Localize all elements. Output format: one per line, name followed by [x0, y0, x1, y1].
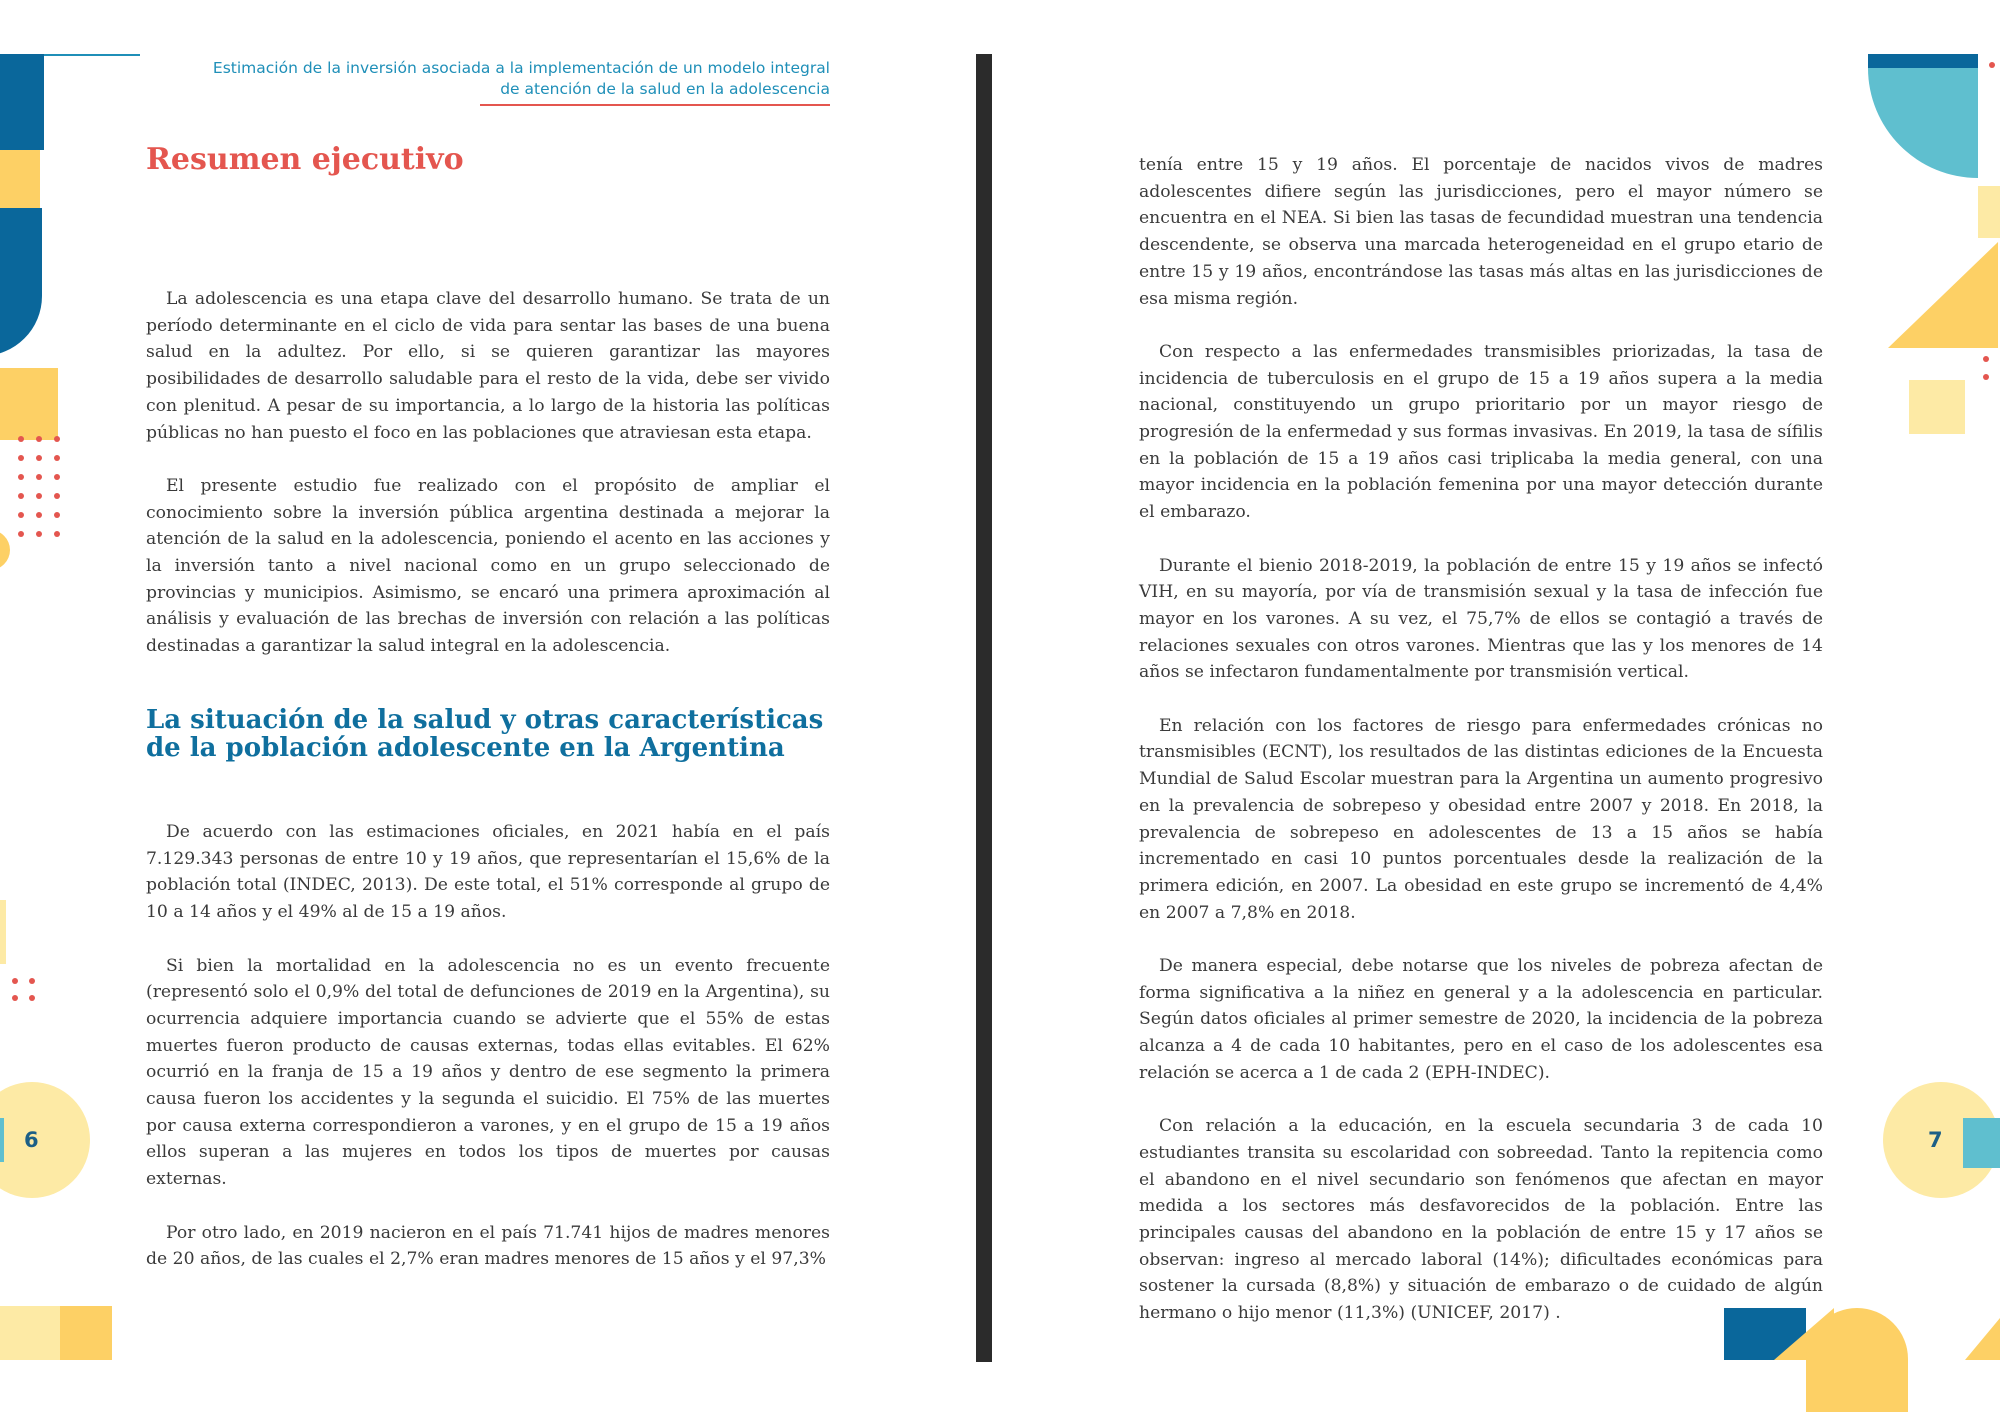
decor-pale-yellow-tab	[1978, 186, 2000, 238]
decor-yellow-block	[0, 150, 40, 208]
paragraph: Por otro lado, en 2019 nacieron en el país 71.741 hijos de madres menores de 20 años, de las cuales el 2,7% eran madres menores de 15 años y el 97,3%	[146, 1222, 830, 1270]
paragraph: De manera especial, debe notarse que los niveles de pobreza afectan de forma significativa a la niñez en general y a la adolescencia en particular. Según datos oficiales al primer semestre de 2020, la incidencia de la pobreza alcanza a 4 de cada 10 habitantes, pero en el caso de los adolescentes esa relación se acerca a 1 de cada 2 (EPH-INDEC).	[1139, 956, 1823, 1083]
header-rule	[480, 104, 830, 106]
running-header-line2: de atención de la salud en la adolescencia	[500, 80, 830, 98]
paragraph: Con relación a la educación, en la escuela secundaria 3 de cada 10 estudiantes transita su escolaridad con sobreedad. Tanto la repitencia como el abandono en el nivel secundario son fenómenos que afectan en mayor medida a los sectores más desfavorecidos de la población. Entre las principales causas del abandono en la población de entre 15 y 17 años se observan: ingreso al mercado laboral (14%); dificultades económicas para sostener la cursada (8,8%) y situación de embarazo o de cuidado de algún hermano o hijo menor (11,3%) (UNICEF, 2017) .	[1139, 1116, 1823, 1324]
left-page	[0, 0, 975, 1414]
decor-blue-halfcircle	[0, 208, 42, 356]
decor-dot-grid-left-small	[12, 978, 35, 1001]
decor-blue-block-top	[0, 54, 44, 150]
book-spine	[976, 54, 992, 1362]
page-number: 6	[24, 1128, 39, 1152]
decor-dot-column-right	[1983, 356, 1989, 380]
paragraph: En relación con los factores de riesgo para enfermedades crónicas no transmisibles (ECNT), los resultados de las distintas ediciones de la Encuesta Mundial de Salud Escolar muestran para la Argentina un aumento progresivo en la prevalencia de sobrepeso y obesidad entre 2007 y 2018. En 2018, la prevalencia de sobrepeso en adolescentes de 13 a 15 años se había incrementado en casi 10 puntos porcentuales desde la realización de la primera edición, en 2007. La obesidad en este grupo se incrementó de 4,4% en 2007 a 7,8% en 2018.	[1139, 715, 1823, 923]
paragraph: Si bien la mortalidad en la adolescencia no es un evento frecuente (representó solo el 0,9% del total de defunciones de 2019 en la Argentina), su ocurrencia adquiere importancia cuando se advierte que el 55% de estas muertes fueron producto de causas externas, todas ellas evitables. El 62% ocurrió en la franja de 15 a 19 años y dentro de ese segmento la primera causa fueron los accidentes y la segunda el suicidio. El 75% de las muertes por causa externa correspondieron a varones, y en el grupo de 15 a 19 años ellos superan a las mujeres en todos los tipos de muertes por causas externas.	[146, 955, 830, 1190]
page-number-circle	[0, 1082, 90, 1198]
decor-red-dot-top	[1989, 62, 1995, 68]
body-text-bottom	[146, 819, 830, 1300]
paragraph: La adolescencia es una etapa clave del desarrollo humano. Se trata de un período determinante en el ciclo de vida para sentar las bases de una buena salud en la adultez. Por ello, si se quieren garantizar las mayores posibilidades de desarrollo saludable para el resto de la vida, debe ser vivido con plenitud. A pesar de su importancia, a lo largo de la historia las políticas públicas no han puesto el foco en las poblaciones que atraviesan esta etapa.	[146, 289, 830, 443]
section-heading: La situación de la salud y otras características de la población adolescente en la Argentina	[146, 705, 824, 763]
decor-yellow-bottom	[60, 1306, 112, 1360]
paragraph: Con respecto a las enfermedades transmisibles priorizadas, la tasa de incidencia de tuberculosis en el grupo de 15 a 19 años supera a la media nacional, constituyendo un grupo prioritario por un mayor riesgo de progresión de la enfermedad y sus formas invasivas. En 2019, la tasa de sífilis en la población de 15 a 19 años casi triplicaba la media general, con una mayor incidencia en la población femenina por una mayor detección durante el embarazo.	[1139, 341, 1823, 523]
decor-pale-yellow-bottom	[0, 1306, 60, 1360]
decor-pale-yellow-square	[1909, 380, 1965, 434]
decor-blue-strip-top	[1868, 54, 1978, 68]
paragraph: Durante el bienio 2018-2019, la población de entre 15 y 19 años se infectó VIH, en su mayoría, por vía de transmisión sexual y la tasa de infección fue mayor en los varones. A su vez, el 75,7% de ellos se contagió a través de relaciones sexuales con otros varones. Mientras que las y los menores de 14 años se infectaron fundamentalmente por transmisión vertical.	[1139, 555, 1823, 683]
decor-teal-tab	[1963, 1118, 2000, 1168]
body-text-right	[1139, 152, 1823, 1354]
paragraph: tenía entre 15 y 19 años. El porcentaje de nacidos vivos de madres adolescentes difiere según las jurisdicciones, pero el mayor número se encuentra en el NEA. Si bien las tasas de fecundidad muestran una tendencia descendente, se observa una marcada heterogeneidad en el grupo etario de entre 15 y 19 años, encontrándose las tasas más altas en las jurisdicciones de esa misma región.	[1139, 155, 1823, 309]
decor-teal-quarter-circle	[1868, 68, 1978, 178]
decor-top-rule	[44, 54, 140, 56]
running-header-line1: Estimación de la inversión asociada a la implementación de un modelo integral	[212, 59, 830, 77]
decor-yellow-arc-small	[0, 530, 10, 570]
running-header	[200, 58, 830, 100]
decor-yellow-triangle	[1888, 242, 1998, 348]
decor-pale-yellow-bar	[0, 900, 6, 964]
body-text-top	[146, 286, 830, 687]
page-title: Resumen ejecutivo	[146, 142, 464, 177]
page-number: 7	[1928, 1128, 1943, 1152]
decor-dot-grid-left	[18, 436, 60, 537]
paragraph: El presente estudio fue realizado con el propósito de ampliar el conocimiento sobre la inversión pública argentina destinada a mejorar la atención de la salud en la adolescencia, poniendo el acento en las acciones y la inversión tanto a nivel nacional como en un grupo seleccionado de provincias y municipios. Asimismo, se encaró una primera aproximación al análisis y evaluación de las brechas de inversión con relación a las políticas destinadas a garantizar la salud integral en la adolescencia.	[146, 475, 830, 657]
right-page	[993, 0, 2000, 1414]
decor-yellow-square	[0, 368, 58, 440]
decor-teal-tab	[0, 1118, 4, 1162]
decor-yellow-bottom-corner	[1965, 1318, 2000, 1360]
paragraph: De acuerdo con las estimaciones oficiales, en 2021 había en el país 7.129.343 personas de entre 10 y 19 años, que representarían el 15,6% de la población total (INDEC, 2013). De este total, el 51% corresponde al grupo de 10 a 14 años y el 49% al de 15 a 19 años.	[146, 822, 830, 923]
